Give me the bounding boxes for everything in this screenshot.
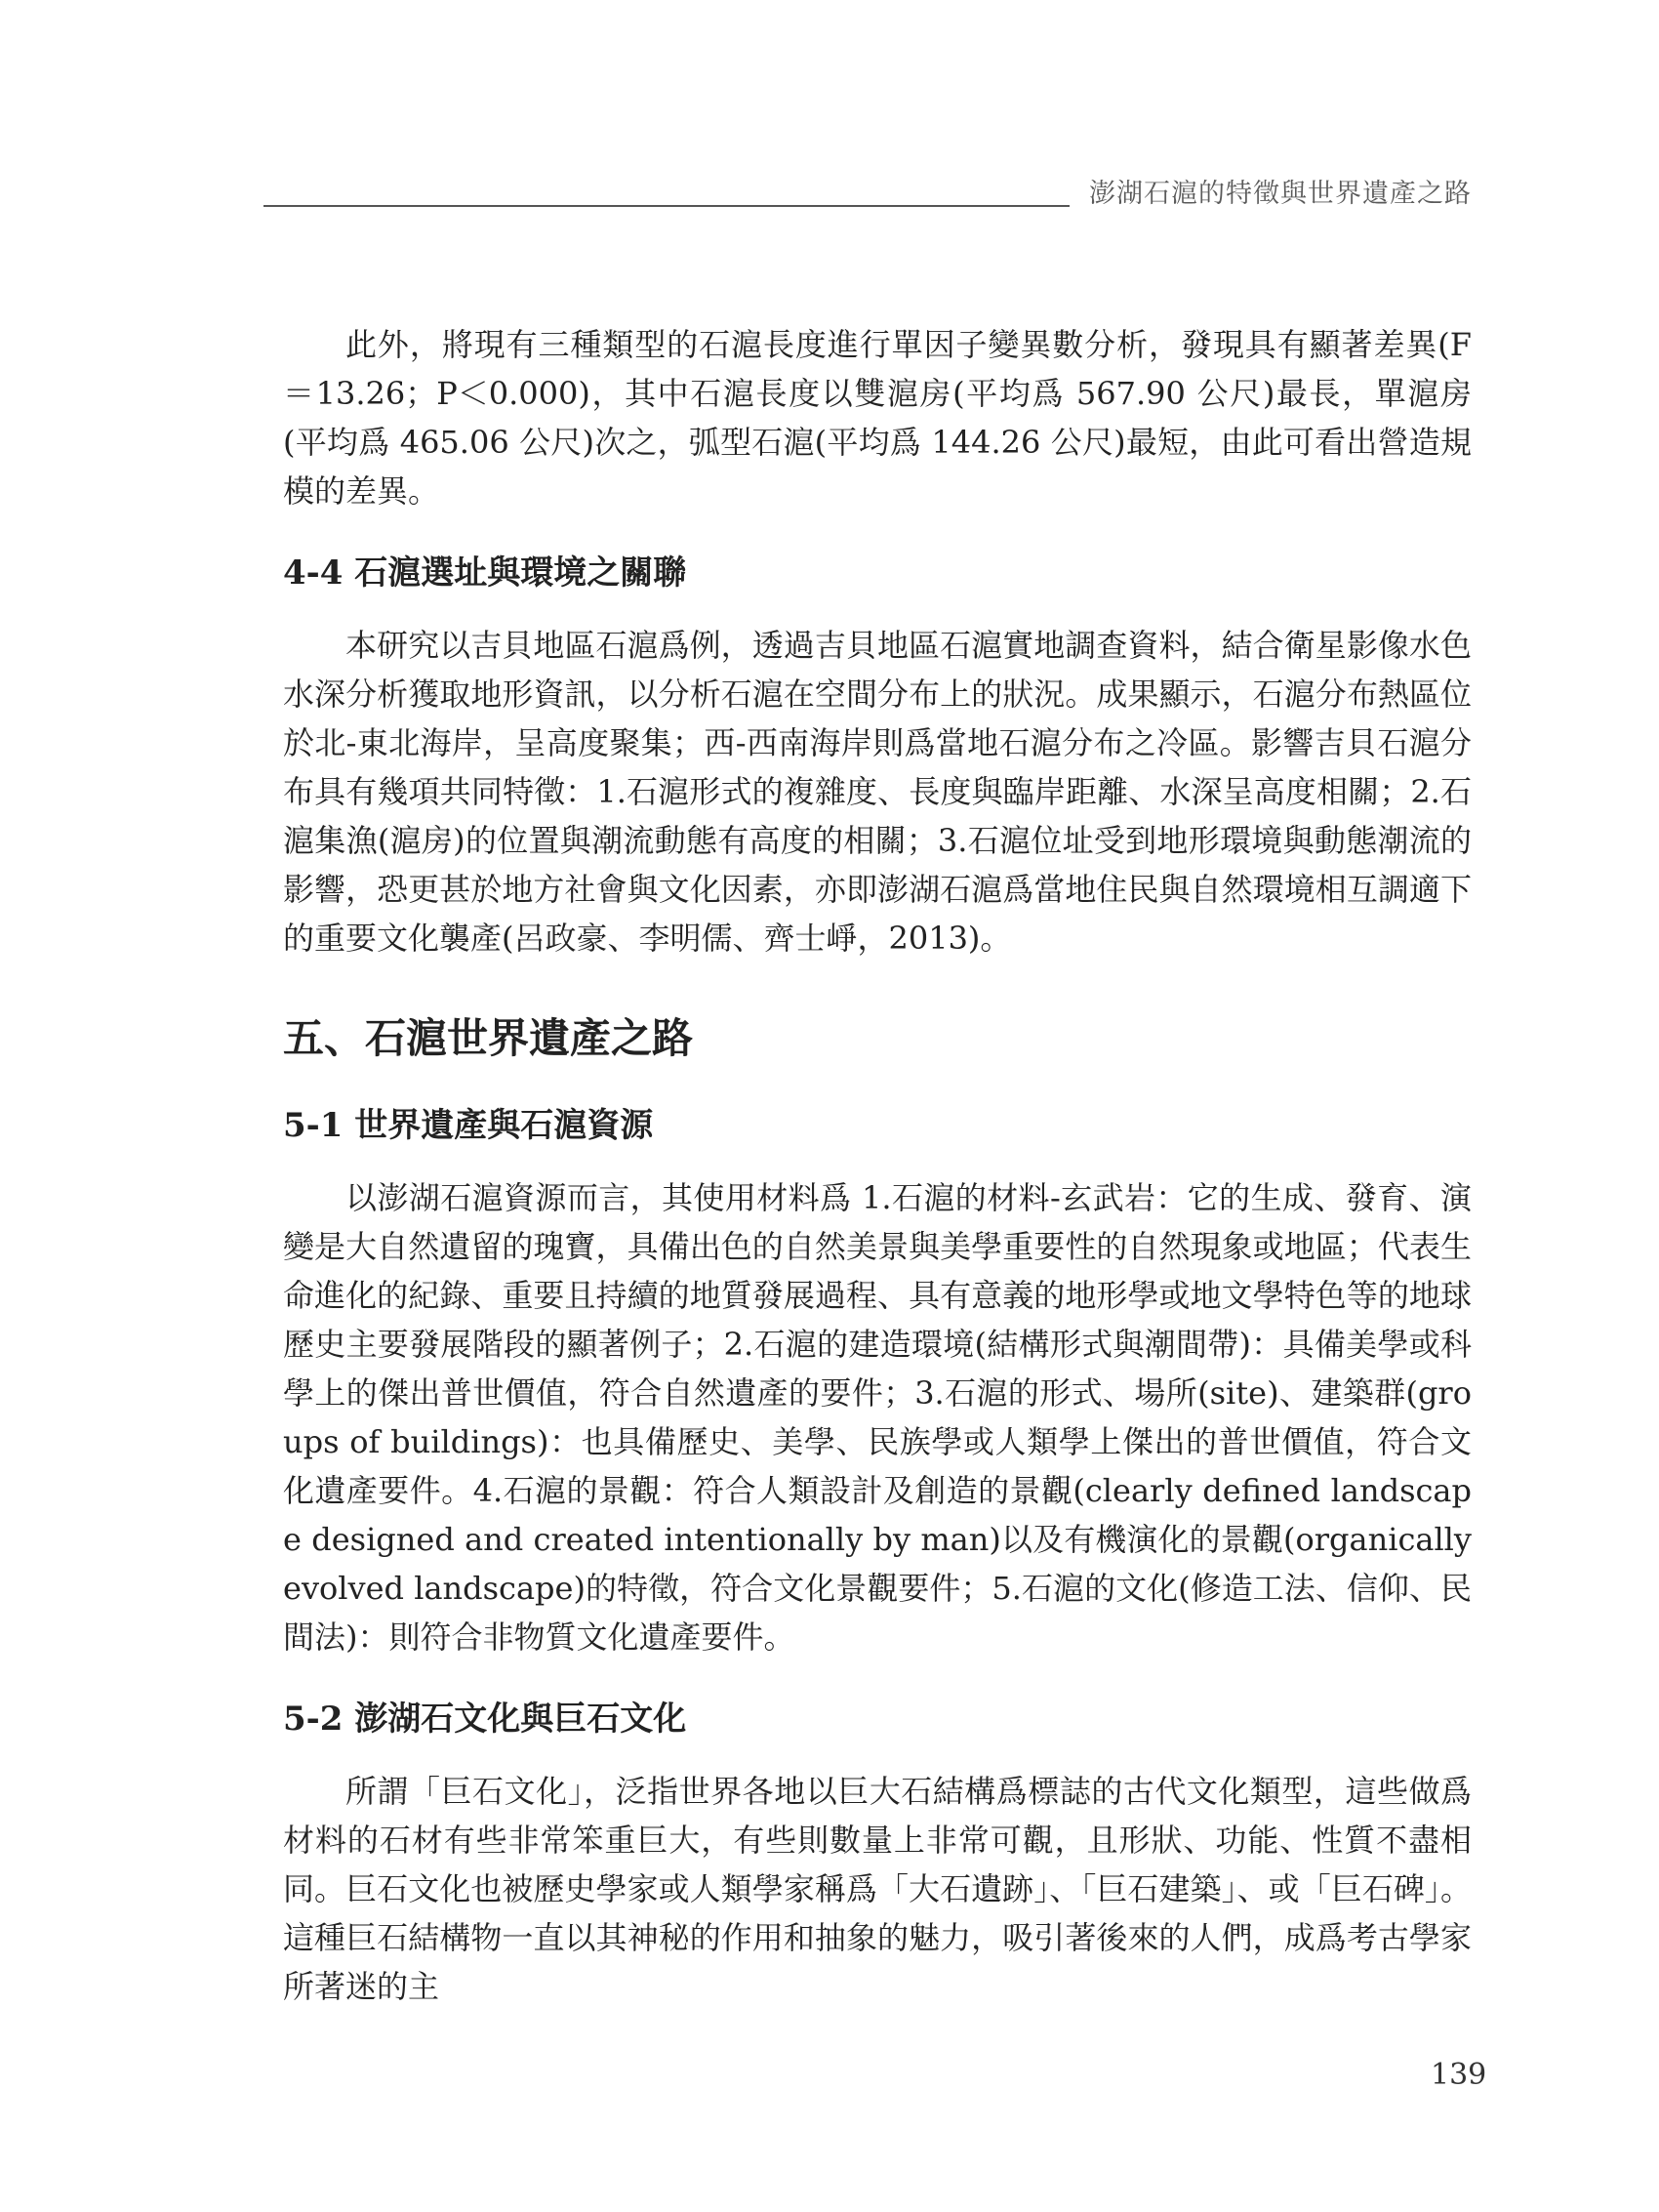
subsection-heading-5-1: 5-1 世界遺產與石滬資源 — [283, 1106, 654, 1145]
page-number: 139 — [1431, 2058, 1487, 2092]
subsection-heading-5-2: 5-2 澎湖石文化與巨石文化 — [283, 1700, 687, 1739]
page-body — [283, 320, 1472, 2011]
paragraph-world-heritage: 以澎湖石滬資源而言，其使用材料爲 1.石滬的材料-玄武岩：它的生成、發育、演變是大自然遺留的瑰寶，具備出色的自然美景與美學重要性的自然現象或地區；代表生命進化的紀錄、重要且持續的地質發展過程、具有意義的地形學或地文學特色等的地球歷史主要發展階段的顯著例子；2.石滬的建造環境(結構形式與潮間帶)：具備美學或科學上的傑出普世價值，符合自然遺產的要件；3.石滬的形式、場所(site)、建築群(groups of buildings)：也具備歷史、美學、民族學或人類學上傑出的普世價值，符合文化遺產要件。4.石滬的景觀：符合人類設計及創造的景觀(clearly defined landscape designed and created intentionally by man)以及有機演化的景觀(organically evolved landscape)的特徵，符合文化景觀要件；5.石滬的文化(修造工法、信仰、民間法)：則符合非物質文化遺產要件。 — [283, 1179, 1472, 1656]
subsection-heading-4-4: 4-4 石滬選址與環境之關聯 — [283, 553, 687, 593]
running-head-title: 澎湖石滬的特徵與世界遺產之路 — [1089, 179, 1472, 209]
paragraph-anova: 此外，將現有三種類型的石滬長度進行單因子變異數分析，發現具有顯著差異(F＝13.26；P＜0.000)，其中石滬長度以雙滬房(平均爲 567.90 公尺)最長，單滬房(平均爲 465.06 公尺)次之，弧型石滬(平均爲 144.26 公尺)最短，由此可看出營造規模的差異。 — [283, 326, 1472, 510]
paragraph-site-selection: 本研究以吉貝地區石滬爲例，透過吉貝地區石滬實地調查資料，結合衛星影像水色水深分析獲取地形資訊，以分析石滬在空間分布上的狀況。成果顯示，石滬分布熱區位於北-東北海岸，呈高度聚集；西-西南海岸則爲當地石滬分布之冷區。影響吉貝石滬分布具有幾項共同特徵：1.石滬形式的複雜度、長度與臨岸距離、水深呈高度相關；2.石滬集漁(滬房)的位置與潮流動態有高度的相關；3.石滬位址受到地形環境與動態潮流的影響，恐更甚於地方社會與文化因素，亦即澎湖石滬爲當地住民與自然環境相互調適下的重要文化襲產(呂政豪、李明儒、齊士崢，2013)。 — [283, 627, 1472, 957]
section-heading-5: 五、石滬世界遺產之路 — [283, 1014, 694, 1062]
header-rule — [263, 205, 1070, 207]
paragraph-megalithic-culture: 所謂「巨石文化」，泛指世界各地以巨大石結構爲標誌的古代文化類型，這些做爲材料的石材有些非常笨重巨大，有些則數量上非常可觀，且形狀、功能、性質不盡相同。巨石文化也被歷史學家或人類學家稱爲「大石遺跡」、「巨石建築」、或「巨石碑」。這種巨石結構物一直以其神秘的作用和抽象的魅力，吸引著後來的人們，成爲考古學家所著迷的主 — [283, 1773, 1472, 2005]
